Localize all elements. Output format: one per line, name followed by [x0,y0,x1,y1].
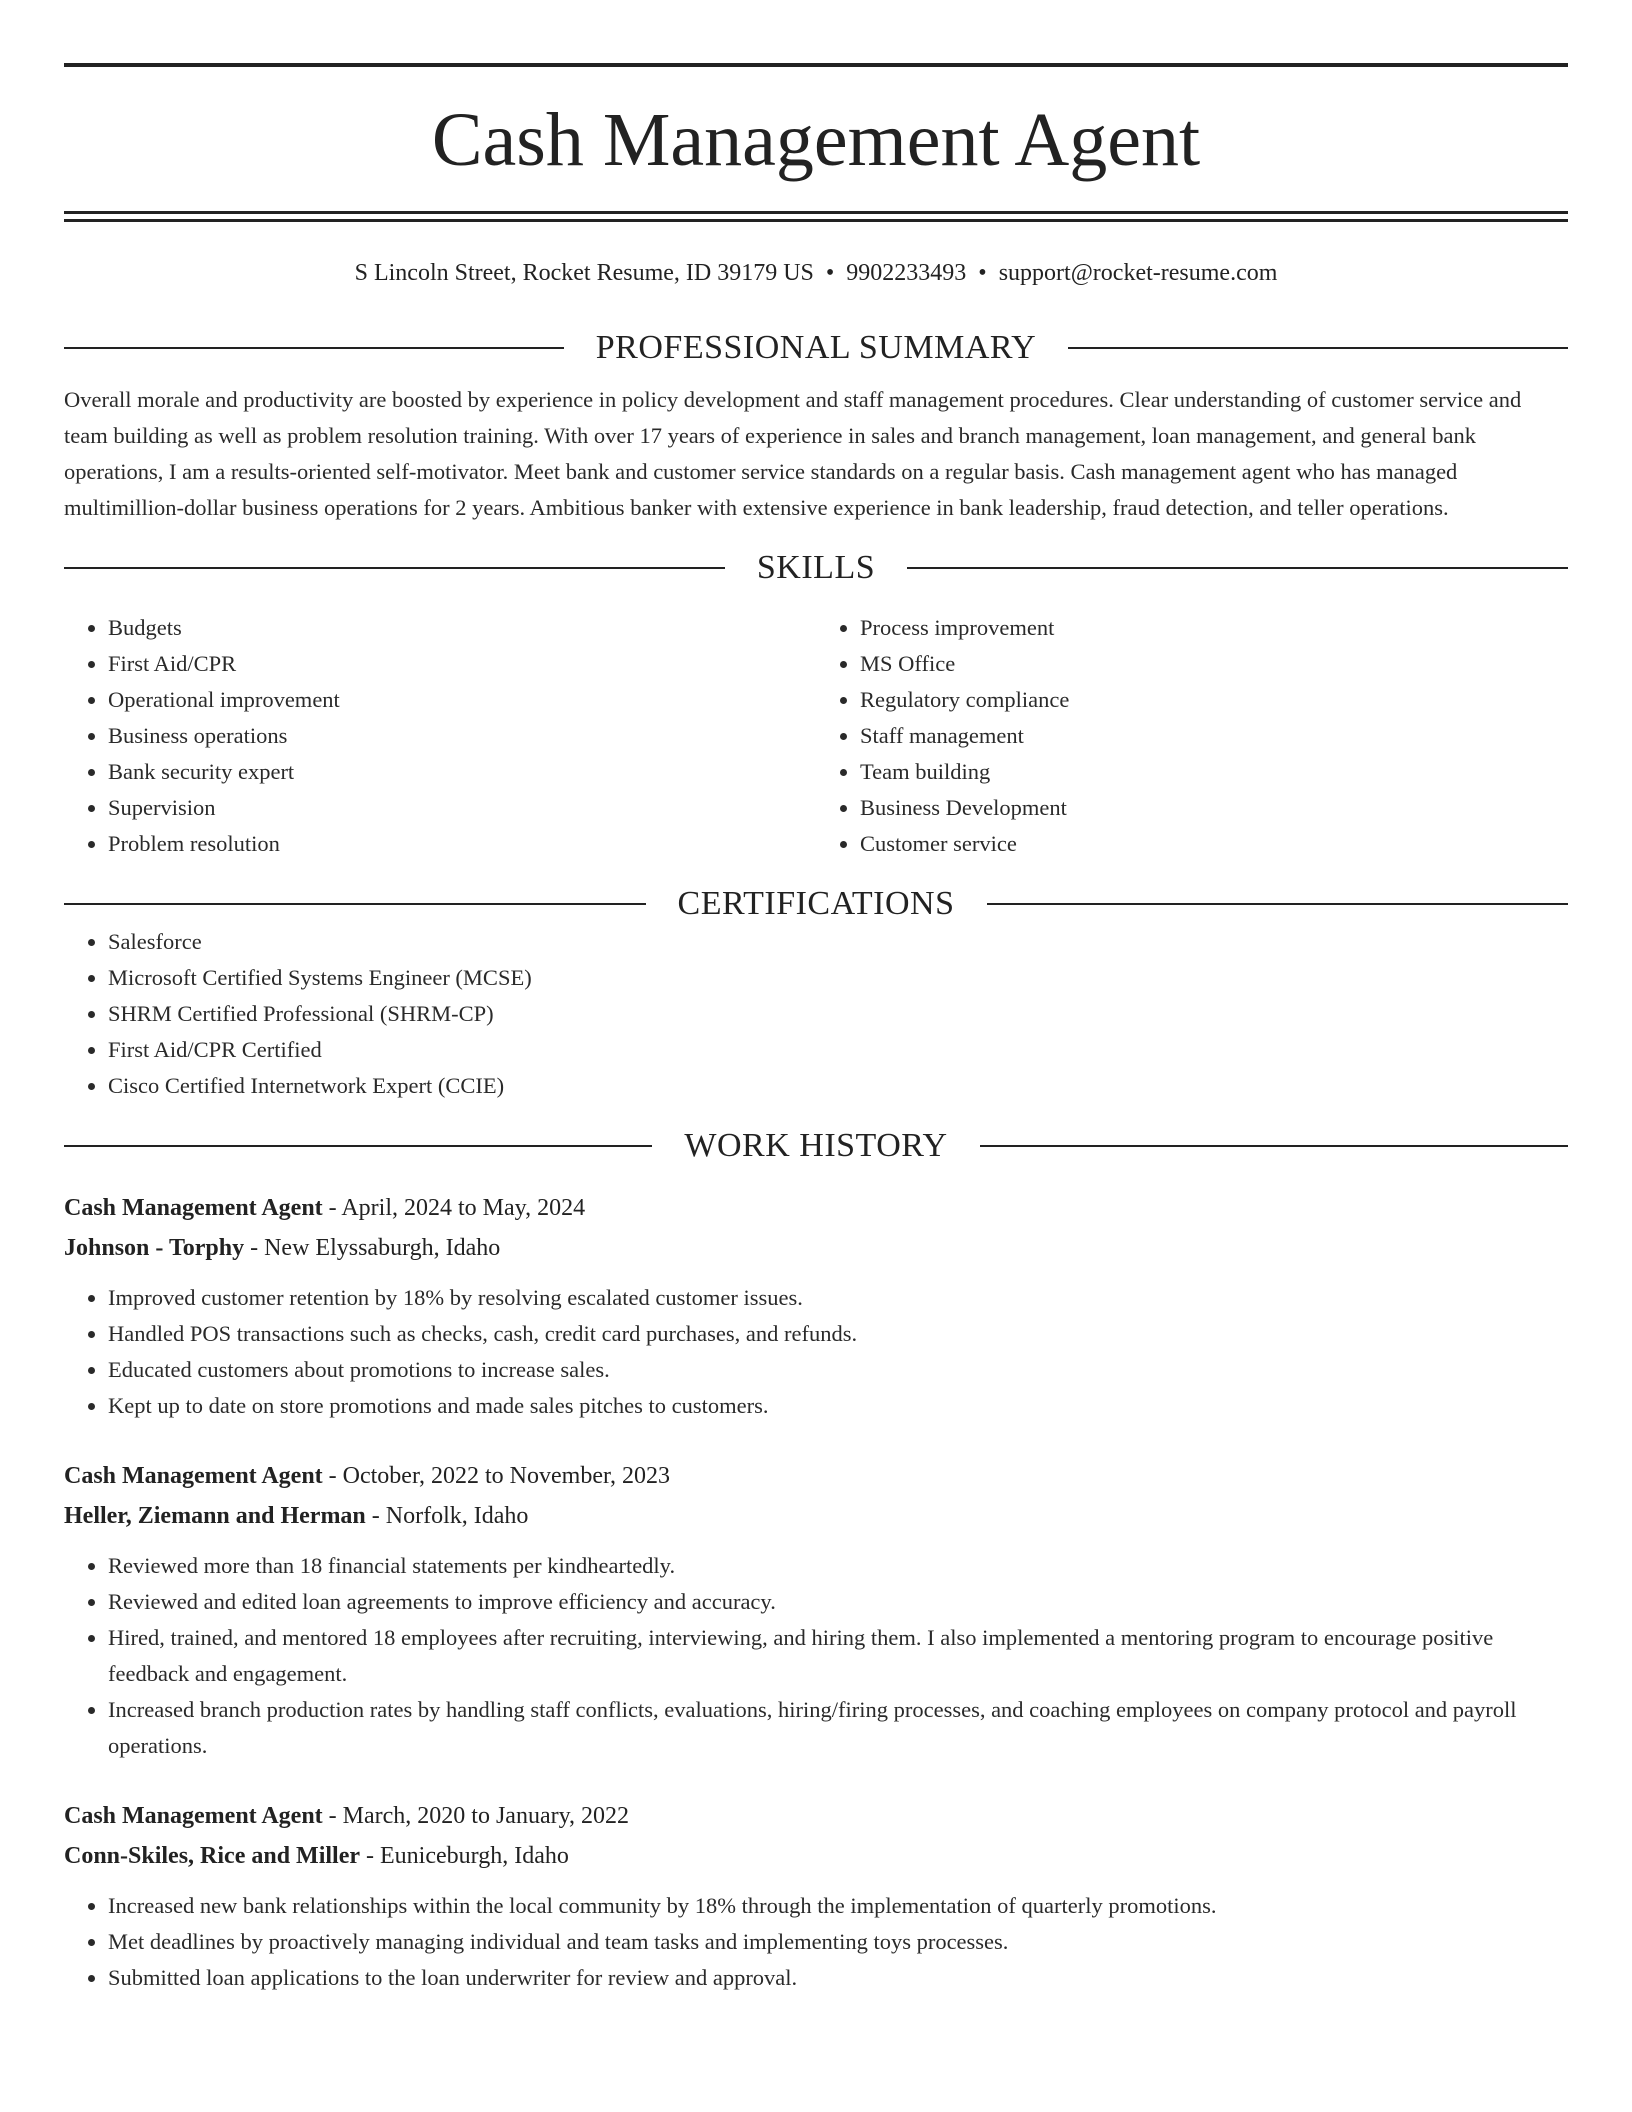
list-item: • Bank security expert [108,754,816,790]
job-location: Norfolk, Idaho [385,1503,529,1529]
section-title: WORK HISTORY [684,1127,948,1164]
job-dates: April, 2024 to May, 2024 [341,1195,586,1221]
job-location: New Elyssaburgh, Idaho [264,1235,501,1261]
contact-line [64,258,1568,288]
job-entry [64,1456,1568,1764]
list-item: • Hired, trained, and mentored 18 employees after recruiting, interviewing, and hiring them. I also implemented a mentoring program to encourage positive feedback and engagement. [108,1620,1568,1692]
list-item: • Team building [860,754,1568,790]
job-bullets [64,1548,1568,1764]
job-title: Cash Management Agent [64,1195,323,1221]
work-history [64,1188,1568,1996]
contact-address: S Lincoln Street, Rocket Resume, ID 39179 US [354,260,814,286]
list-item: • Process improvement [860,610,1568,646]
page-title: Cash Management Agent [431,98,1201,182]
section-heading-skills [64,548,1568,588]
list-item: • Cisco Certified Internetwork Expert (CCIE) [108,1068,1568,1104]
job-dates: March, 2020 to January, 2022 [342,1803,630,1829]
job-title-line: Cash Management Agent - October, 2022 to November, 2023 [64,1463,670,1489]
heading-rule [64,347,564,349]
job-company: Johnson - Torphy [64,1235,245,1261]
list-item: • SHRM Certified Professional (SHRM-CP) [108,996,1568,1032]
job-title: Cash Management Agent [64,1463,323,1489]
list-item: • Increased branch production rates by handling staff conflicts, evaluations, hiring/firing processes, and coaching employees on company protocol and payroll operations. [108,1692,1568,1764]
section-heading-certifications [64,884,1568,924]
job-entry [64,1188,1568,1424]
list-item: • Met deadlines by proactively managing individual and team tasks and implementing toys processes. [108,1924,1568,1960]
section-heading-summary [64,328,1568,368]
list-item: • Regulatory compliance [860,682,1568,718]
job-company-line: Conn-Skiles, Rice and Miller - Euniceburgh, Idaho [64,1843,569,1869]
list-item: • Staff management [860,718,1568,754]
job-title-line: Cash Management Agent - April, 2024 to May, 2024 [64,1195,586,1221]
list-item: • Salesforce [108,924,1568,960]
contact-separator: • [978,260,987,286]
list-item: • Microsoft Certified Systems Engineer (MCSE) [108,960,1568,996]
job-entry [64,1796,1568,1996]
list-item: • Supervision [108,790,816,826]
section-title: PROFESSIONAL SUMMARY [595,329,1037,366]
heading-rule [907,567,1568,569]
section-heading-work [64,1126,1568,1166]
job-company: Conn-Skiles, Rice and Miller [64,1843,361,1869]
list-item: • Problem resolution [108,826,816,862]
summary-text: Overall morale and productivity are boosted by experience in policy development and staff management procedures. Clear understanding of customer service and team building as well as problem resolution training. With over 17 years of experience in sales and branch management, loan management, and general bank operations, I am a results-oriented self-motivator. Meet bank and customer service standards on a regular basis. Cash management agent who has managed multimillion-dollar business operations for 2 years. Ambitious banker with extensive experience in bank leadership, fraud detection, and teller operations. [64,387,1522,520]
list-item: • Improved customer retention by 18% by resolving escalated customer issues. [108,1280,1568,1316]
section-title: CERTIFICATIONS [677,885,955,922]
list-item: • Educated customers about promotions to increase sales. [108,1352,1568,1388]
list-item: • Reviewed more than 18 financial statements per kindheartedly. [108,1548,1568,1584]
job-company-line: Johnson - Torphy - New Elyssaburgh, Idaho [64,1235,501,1261]
skills-list-right [816,610,1568,862]
job-dates: October, 2022 to November, 2023 [342,1463,670,1489]
skills-grid [64,610,1568,862]
job-company-line: Heller, Ziemann and Herman - Norfolk, Idaho [64,1503,529,1529]
certifications-list [64,924,1568,1104]
list-item: • Business Development [860,790,1568,826]
top-rule [64,63,1568,67]
job-bullets [64,1888,1568,1996]
job-location: Euniceburgh, Idaho [380,1843,569,1869]
job-bullets [64,1280,1568,1424]
skills-list-left [64,610,816,862]
heading-rule [987,903,1569,905]
list-item: • Budgets [108,610,816,646]
list-item: • First Aid/CPR [108,646,816,682]
contact-phone: 9902233493 [846,260,967,286]
heading-rule [64,903,646,905]
job-company: Heller, Ziemann and Herman [64,1503,366,1529]
list-item: • Operational improvement [108,682,816,718]
heading-rule [64,567,725,569]
list-item: • First Aid/CPR Certified [108,1032,1568,1068]
contact-email: support@rocket-resume.com [998,260,1278,286]
title-double-rule [64,211,1568,222]
list-item: • MS Office [860,646,1568,682]
heading-rule [980,1145,1568,1147]
list-item: • Business operations [108,718,816,754]
list-item: • Handled POS transactions such as checks, cash, credit card purchases, and refunds. [108,1316,1568,1352]
list-item: • Customer service [860,826,1568,862]
list-item: • Submitted loan applications to the loan underwriter for review and approval. [108,1960,1568,1996]
job-title: Cash Management Agent [64,1803,323,1829]
section-title: SKILLS [756,549,876,586]
heading-rule [64,1145,652,1147]
list-item: • Kept up to date on store promotions and made sales pitches to customers. [108,1388,1568,1424]
job-title-line: Cash Management Agent - March, 2020 to January, 2022 [64,1803,630,1829]
contact-separator: • [825,260,835,286]
list-item: • Reviewed and edited loan agreements to improve efficiency and accuracy. [108,1584,1568,1620]
heading-rule [1068,347,1568,349]
list-item: • Increased new bank relationships within the local community by 18% through the implementation of quarterly promotions. [108,1888,1568,1924]
